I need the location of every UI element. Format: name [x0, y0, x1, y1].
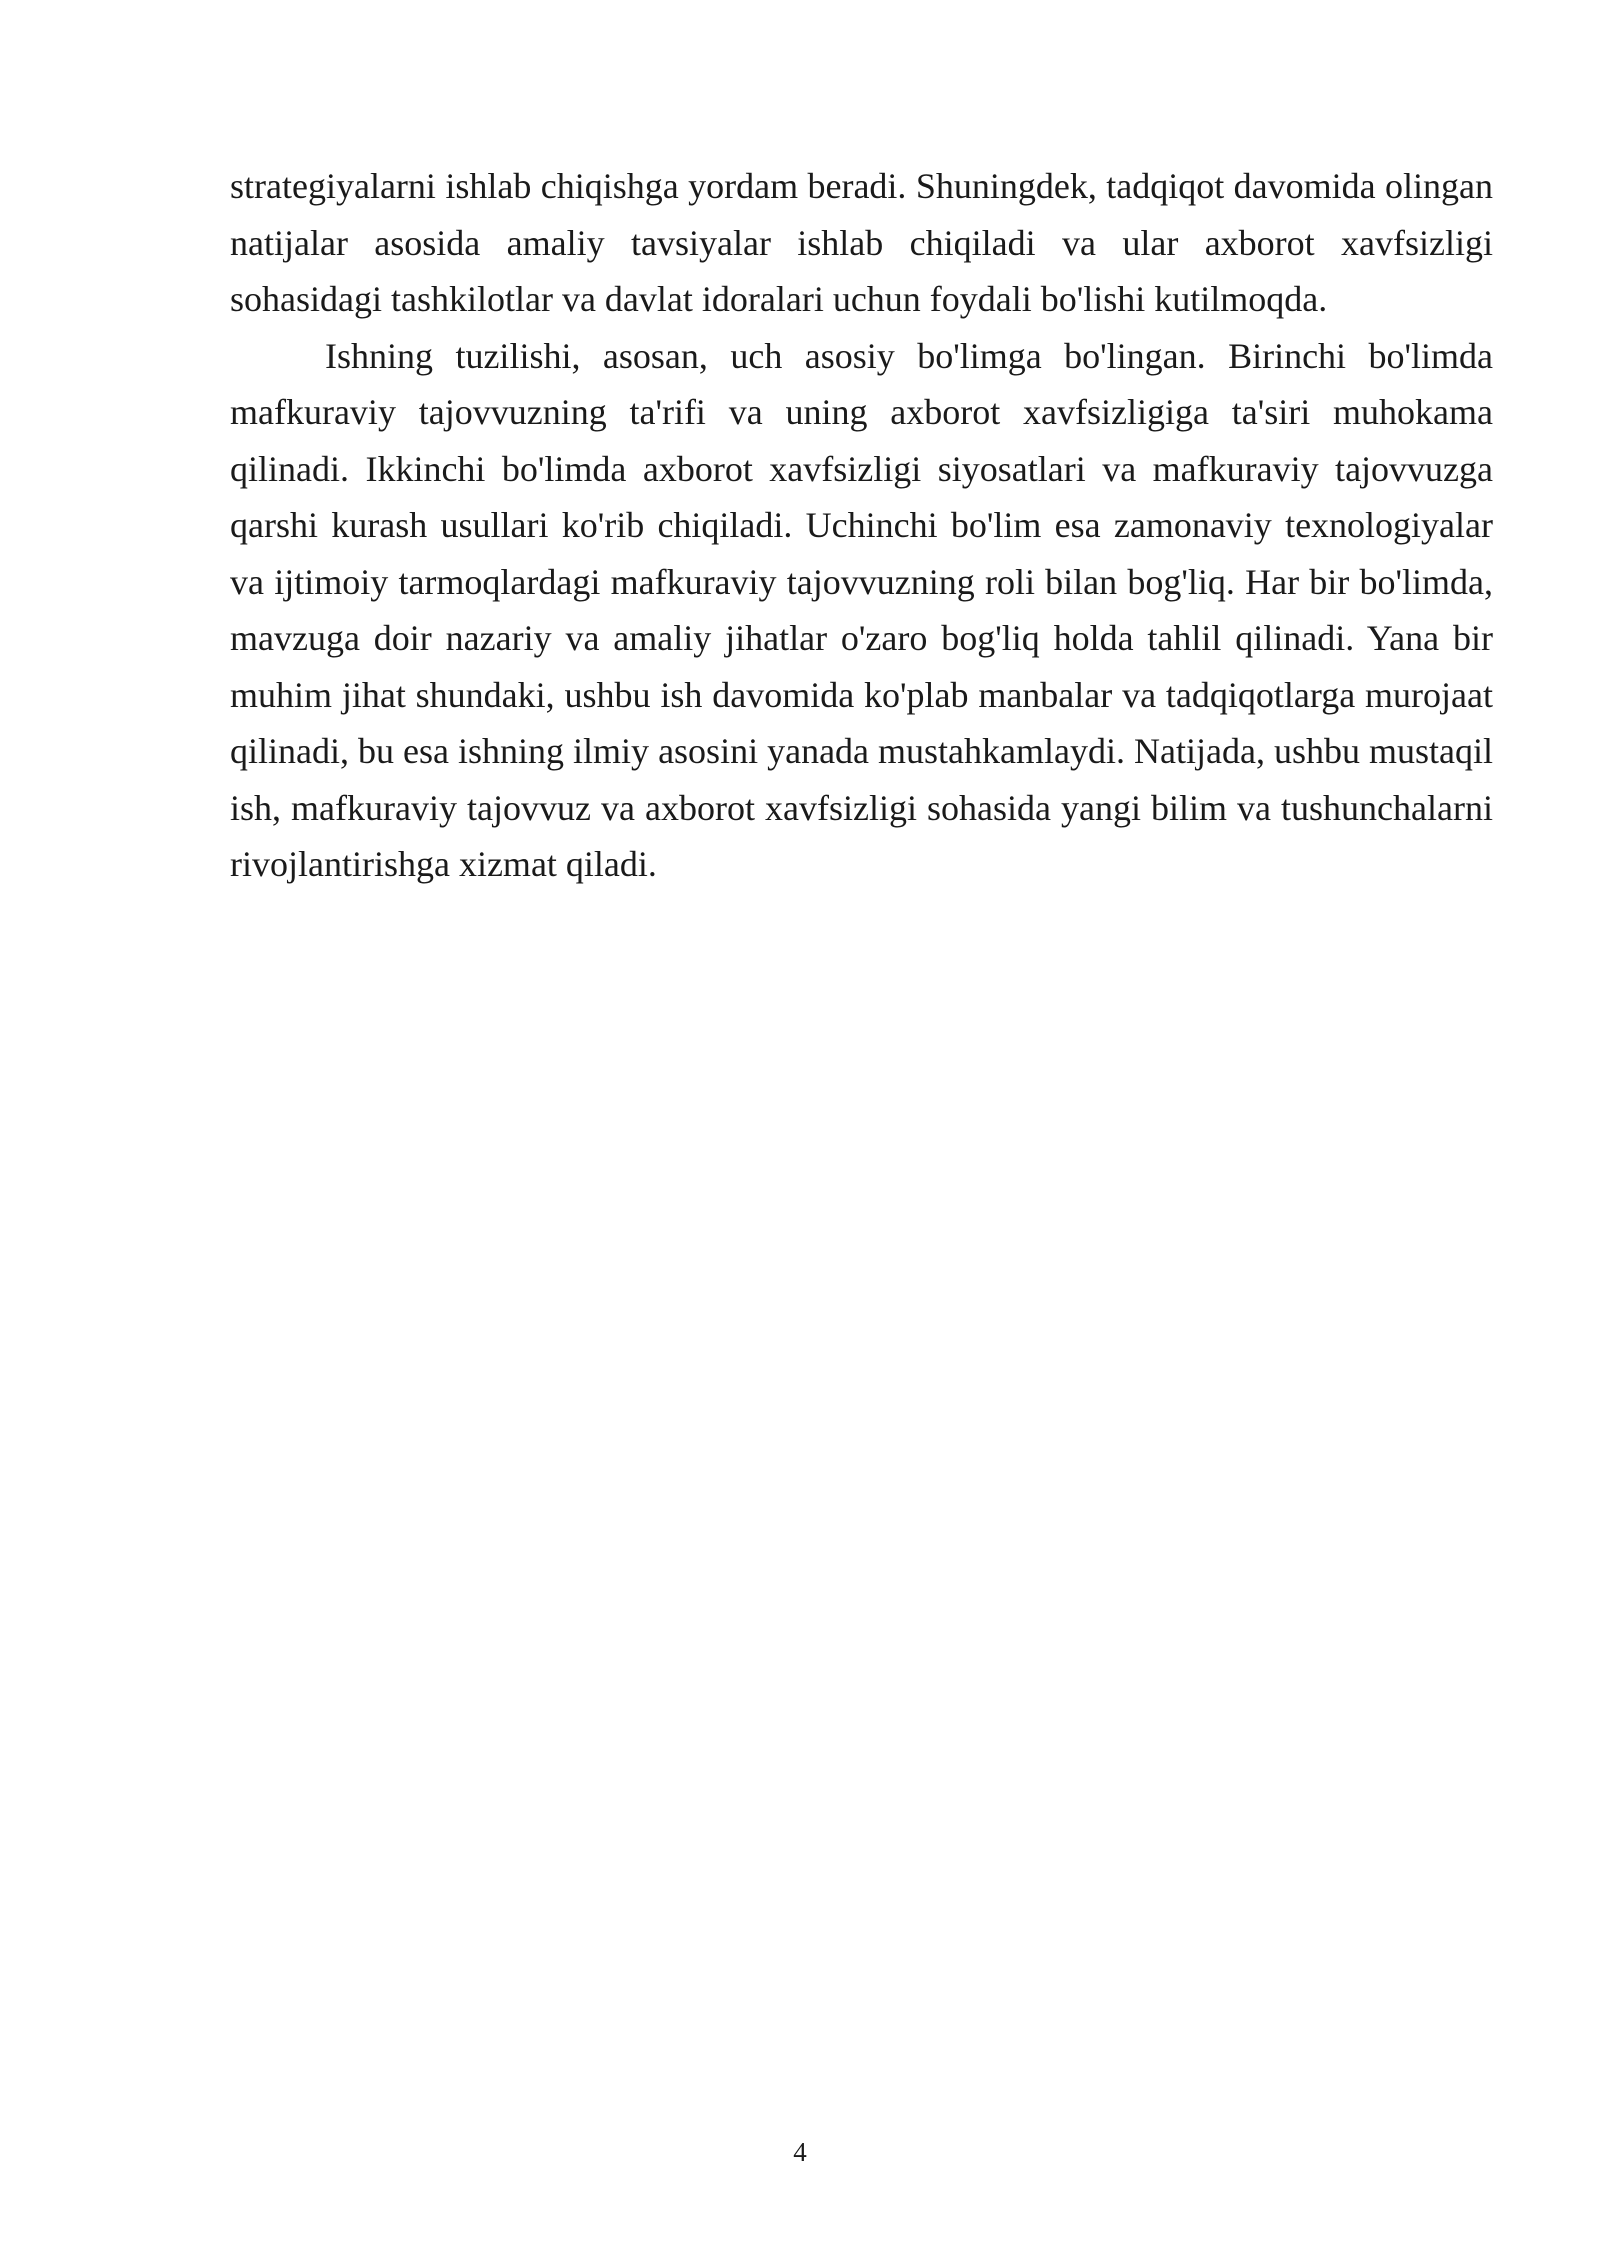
paragraph-structure: Ishning tuzilishi, asosan, uch asosiy bo'limga bo'lingan. Birinchi bo'limda mafkuraviy tajovvuzning ta'rifi va uning axborot xavfsizligiga ta'siri muhokama qilinadi. Ikkinchi bo'limda axborot xavfsizligi siyosatlari va mafkuraviy tajovvuzga qarshi kurash usullari ko'rib chiqiladi. Uchinchi bo'lim esa zamonaviy texnologiyalar va ijtimoiy tarmoqlardagi mafkuraviy tajovvuzning roli bilan bog'liq. Har bir bo'limda, mavzuga doir nazariy va amaliy jihatlar o'zaro bog'liq holda tahlil qilinadi. Yana bir muhim jihat shundaki, ushbu ish davomida ko'plab manbalar va tadqiqotlarga murojaat qilinadi, bu esa ishning ilmiy asosini yanada mustahkamlaydi. Natijada, ushbu mustaqil ish, mafkuraviy tajovvuz va axborot xavfsizligi sohasida yangi bilim va tushunchalarni rivojlantirishga xizmat qiladi.: [230, 335, 1493, 884]
page-number: 4: [793, 2137, 807, 2167]
paragraph-continuation: strategiyalarni ishlab chiqishga yordam beradi. Shuningdek, tadqiqot davomida olingan natijalar asosida amaliy tavsiyalar ishlab chiqiladi va ular axborot xavfsizligi sohasidagi tashkilotlar va davlat idoralari uchun foydali bo'lishi kutilmoqda.: [230, 166, 1493, 319]
body-text: [230, 158, 1493, 893]
